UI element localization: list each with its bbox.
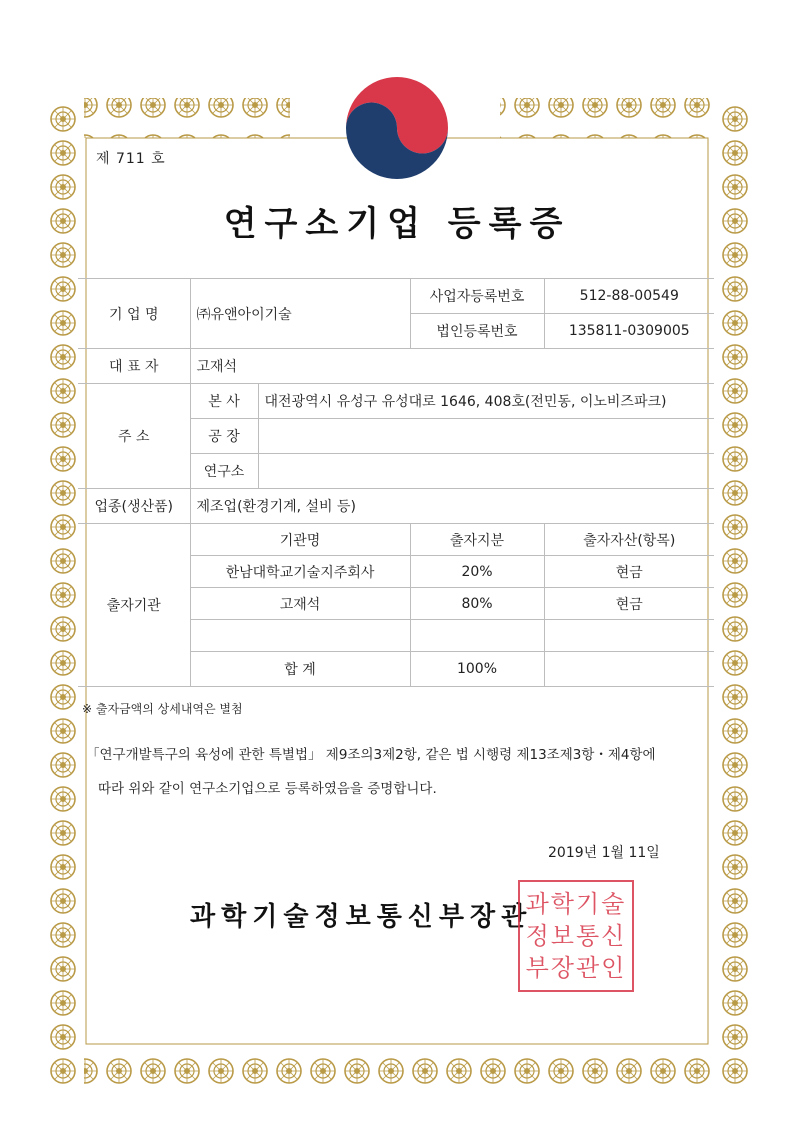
certificate-number: 제 711 호 — [96, 151, 166, 167]
investor-header-share: 출자지분 — [410, 524, 544, 556]
investor-header-asset: 출자자산(항목) — [544, 524, 714, 556]
statement-line-1: 「연구개발특구의 육성에 관한 특별법」 제9조의3제2항, 같은 법 시행령 제13조제3항・제4항에 — [86, 747, 656, 763]
lab-label: 연구소 — [190, 454, 258, 489]
representative-row — [78, 349, 714, 384]
document-title: 연구소기업 등록증 — [223, 204, 571, 244]
representative-value: 고재석 — [190, 349, 714, 384]
representative-label: 대 표 자 — [78, 349, 190, 384]
investor-asset: 현금 — [544, 556, 714, 588]
investor-share — [410, 620, 544, 652]
issuer-title: 과학기술정보통신부장관 — [190, 902, 533, 932]
investor-asset: 현금 — [544, 588, 714, 620]
company-label: 기 업 명 — [78, 279, 190, 349]
bizreg-value: 512-88-00549 — [544, 279, 714, 314]
investor-name: 한남대학교기술지주회사 — [190, 556, 410, 588]
corpreg-label: 법인등록번호 — [410, 314, 544, 349]
investor-header-row — [78, 524, 714, 556]
company-row — [78, 279, 714, 314]
industry-label: 업종(생산품) — [78, 489, 190, 524]
investor-name — [190, 620, 410, 652]
registration-info-table — [78, 278, 714, 687]
company-value: ㈜유앤아이기술 — [190, 279, 410, 349]
address-hq-row — [78, 384, 714, 419]
total-value: 100% — [410, 652, 544, 687]
official-seal-stamp — [518, 880, 634, 992]
lab-address — [258, 454, 714, 489]
issue-date: 2019년 1월 11일 — [548, 845, 660, 861]
bizreg-label: 사업자등록번호 — [410, 279, 544, 314]
seal-text: 과학기술정보통신부장관인 — [525, 890, 627, 982]
hq-address: 대전광역시 유성구 유성대로 1646, 408호(전민동, 이노비즈파크) — [258, 384, 714, 419]
taegeuk-government-emblem-icon — [332, 58, 462, 188]
hq-label: 본 사 — [190, 384, 258, 419]
investor-asset — [544, 620, 714, 652]
investor-label: 출자기관 — [78, 524, 190, 687]
address-label: 주 소 — [78, 384, 190, 489]
total-label: 합 계 — [190, 652, 410, 687]
corpreg-value: 135811-0309005 — [544, 314, 714, 349]
attachment-note: ※ 출자금액의 상세내역은 별첨 — [82, 702, 243, 716]
industry-row — [78, 489, 714, 524]
factory-address — [258, 419, 714, 454]
investor-name: 고재석 — [190, 588, 410, 620]
statement-line-2: 따라 위와 같이 연구소기업으로 등록하였음을 증명합니다. — [98, 781, 437, 797]
certification-statement — [86, 738, 726, 806]
total-asset-empty — [544, 652, 714, 687]
factory-label: 공 장 — [190, 419, 258, 454]
investor-header-name: 기관명 — [190, 524, 410, 556]
investor-share: 20% — [410, 556, 544, 588]
industry-value: 제조업(환경기계, 설비 등) — [190, 489, 714, 524]
investor-share: 80% — [410, 588, 544, 620]
